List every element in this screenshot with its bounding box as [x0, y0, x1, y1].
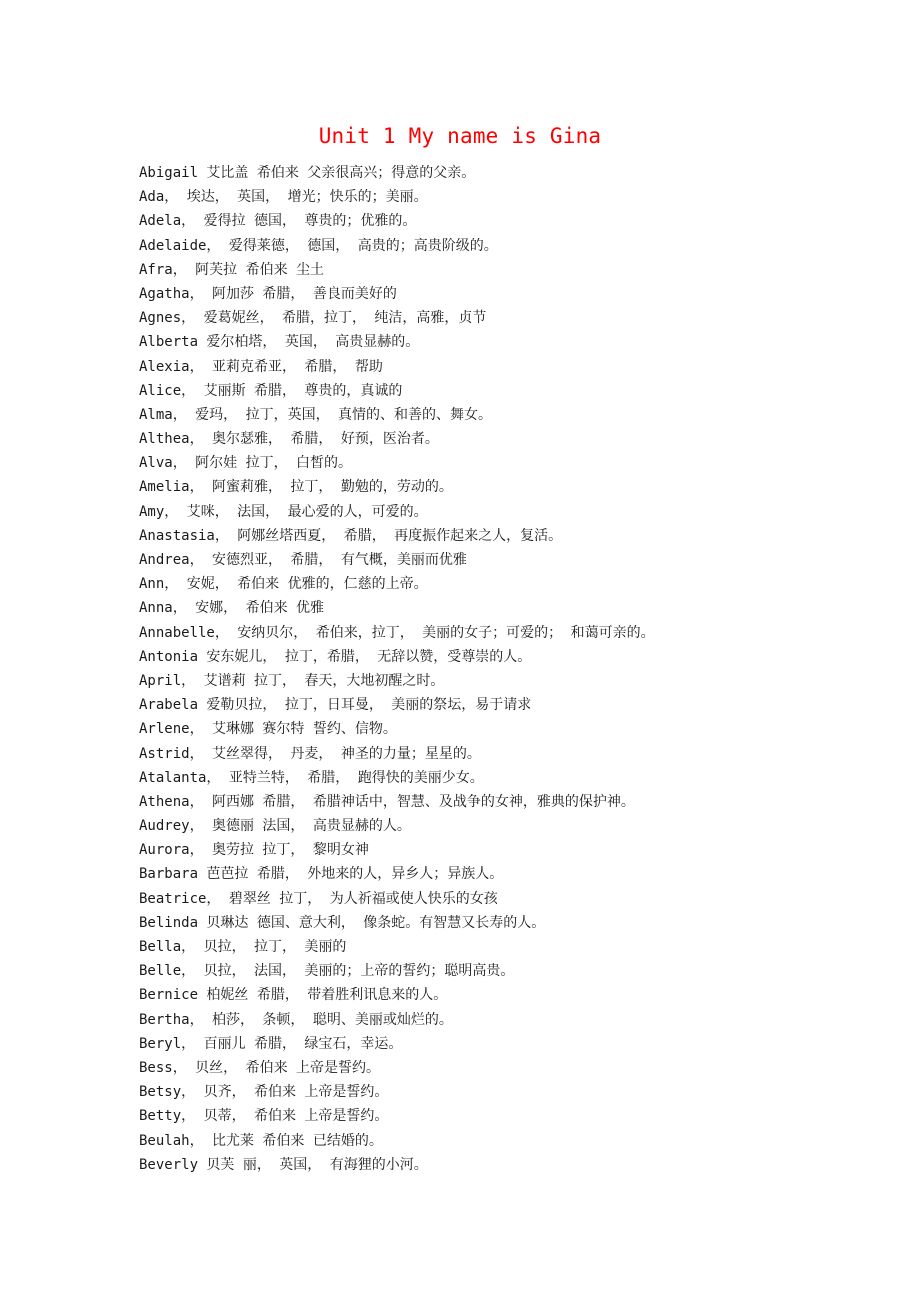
name-entry: Anna， 安娜， 希伯来 优雅 [139, 600, 325, 617]
name-entry: Athena， 阿西娜 希腊， 希腊神话中，智慧、及战争的女神，雅典的保护神。 [139, 793, 635, 810]
name-entry: Beryl， 百丽儿 希腊， 绿宝石，幸运。 [139, 1035, 403, 1052]
name-entry: Belle， 贝拉， 法国， 美丽的；上帝的誓约；聪明高贵。 [139, 963, 515, 980]
name-entry: Agnes， 爱葛妮丝， 希腊，拉丁， 纯洁，高雅，贞节 [139, 310, 487, 327]
name-entry: Astrid， 艾丝翠得， 丹麦， 神圣的力量；星星的。 [139, 745, 481, 762]
name-entry: Arabela 爱勒贝拉， 拉丁，日耳曼， 美丽的祭坛，易于请求 [139, 697, 532, 714]
name-entry: Agatha， 阿加莎 希腊， 善良而美好的 [139, 285, 397, 302]
name-entry: Betsy， 贝齐， 希伯来 上帝是誓约。 [139, 1084, 389, 1101]
name-list [139, 161, 899, 1177]
name-entry: Althea， 奥尔瑟雅， 希腊， 好预，医治者。 [139, 431, 439, 448]
name-entry: Annabelle， 安纳贝尔， 希伯来，拉丁， 美丽的女子；可爱的； 和蔼可亲的。 [139, 624, 655, 641]
name-entry: Beulah， 比尤莱 希伯来 已结婚的。 [139, 1132, 383, 1149]
name-entry: Afra， 阿芙拉 希伯来 尘土 [139, 261, 325, 278]
name-entry: Amelia， 阿蜜莉雅， 拉丁， 勤勉的，劳动的。 [139, 479, 453, 496]
name-entry: Abigail 艾比盖 希伯来 父亲很高兴；得意的父亲。 [139, 165, 476, 181]
name-entry: Arlene， 艾琳娜 赛尔特 誓约、信物。 [139, 721, 397, 738]
name-entry: Bernice 柏妮丝 希腊， 带着胜利讯息来的人。 [139, 987, 448, 1004]
name-entry: Alma， 爱玛， 拉丁，英国， 真情的、和善的、舞女。 [139, 406, 492, 423]
name-entry: Beatrice， 碧翠丝 拉丁， 为人祈福或使人快乐的女孩 [139, 890, 498, 907]
name-entry: Alva， 阿尔娃 拉丁， 白皙的。 [139, 455, 353, 472]
name-entry: Amy， 艾咪， 法国， 最心爱的人，可爱的。 [139, 503, 428, 520]
name-entry: Audrey， 奥德丽 法国， 高贵显赫的人。 [139, 818, 411, 835]
name-entry: Alice， 艾丽斯 希腊， 尊贵的，真诚的 [139, 382, 403, 399]
document-title: Unit 1 My name is Gina [318, 124, 602, 148]
name-entry: Andrea， 安德烈亚， 希腊， 有气概，美丽而优雅 [139, 552, 467, 568]
name-entry: Beverly 贝芙 丽， 英国， 有海狸的小河。 [139, 1156, 428, 1173]
name-entry: Alexia， 亚莉克希亚， 希腊， 帮助 [139, 358, 383, 375]
name-entry: Alberta 爱尔柏塔， 英国， 高贵显赫的。 [139, 334, 420, 351]
name-entry: Bess， 贝丝， 希伯来 上帝是誓约。 [139, 1059, 381, 1076]
name-entry: Betty， 贝蒂， 希伯来 上帝是誓约。 [139, 1108, 389, 1125]
name-entry: Anastasia， 阿娜丝塔西夏， 希腊， 再度振作起来之人，复活。 [139, 527, 563, 544]
name-entry: Aurora， 奥劳拉 拉丁， 黎明女神 [139, 842, 369, 859]
name-entry: Adela， 爱得拉 德国， 尊贵的；优雅的。 [139, 213, 417, 230]
name-entry: April， 艾谱莉 拉丁， 春天，大地初醒之时。 [139, 672, 445, 689]
name-entry: Bertha， 柏莎， 条顿， 聪明、美丽或灿烂的。 [139, 1011, 453, 1028]
name-entry: Adelaide， 爱得莱德， 德国， 高贵的；高贵阶级的。 [139, 237, 498, 254]
name-entry: Antonia 安东妮儿， 拉丁，希腊， 无辞以赞，受尊崇的人。 [139, 648, 532, 665]
name-entry: Ann， 安妮， 希伯来 优雅的，仁慈的上帝。 [139, 576, 428, 593]
name-entry: Belinda 贝琳达 德国、意大利， 像条蛇。有智慧又长寿的人。 [139, 914, 546, 931]
name-entry: Barbara 芭芭拉 希腊， 外地来的人，异乡人；异族人。 [139, 866, 504, 883]
name-entry: Ada， 埃达， 英国， 增光；快乐的；美丽。 [139, 189, 428, 206]
name-entry: Bella， 贝拉， 拉丁， 美丽的 [139, 939, 347, 955]
name-entry: Atalanta， 亚特兰特， 希腊， 跑得快的美丽少女。 [139, 769, 484, 786]
